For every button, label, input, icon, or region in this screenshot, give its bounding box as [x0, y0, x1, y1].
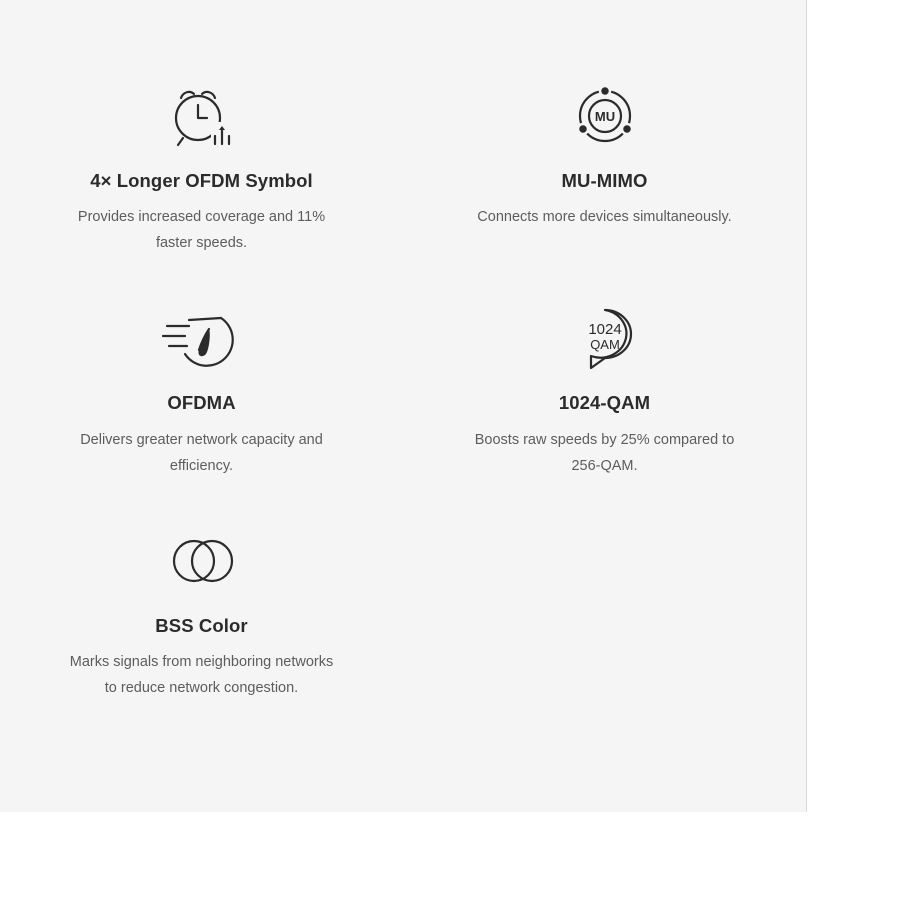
qam-number-label: 1024 [587, 321, 622, 339]
feature-description: Boosts raw speeds by 25% compared to 256-QAM. [474, 431, 735, 474]
feature-description: Provides increased coverage and 11% faster speeds. [77, 209, 326, 252]
feature-card [0, 515, 403, 701]
feature-title: 4× Longer OFDM Symbol [90, 170, 313, 191]
qam-text-label: QAM [589, 337, 620, 353]
feature-card [403, 292, 806, 478]
mu-mimo-nodes-icon [443, 70, 766, 162]
feature-card [0, 70, 403, 256]
bss-color-overlapping-circles-icon [40, 515, 363, 607]
feature-card [0, 292, 403, 478]
ofdma-speed-gauge-icon [40, 292, 363, 384]
feature-description: Connects more devices simultaneously. [477, 209, 732, 226]
feature-card [403, 70, 806, 256]
feature-title: MU-MIMO [561, 170, 648, 191]
feature-description: Delivers greater network capacity and efficiency. [80, 431, 323, 474]
feature-title: 1024-QAM [558, 392, 651, 414]
feature-grid [0, 70, 806, 737]
alarm-clock-signal-icon [40, 70, 363, 162]
svg-text:MU: MU [594, 109, 615, 124]
feature-title: OFDMA [167, 392, 236, 414]
qam-speech-bubble-icon [443, 292, 766, 384]
feature-title: BSS Color [155, 614, 248, 636]
panel-divider [806, 0, 807, 812]
feature-description: Marks signals from neighboring networks to reduce network congestion. [69, 653, 334, 697]
